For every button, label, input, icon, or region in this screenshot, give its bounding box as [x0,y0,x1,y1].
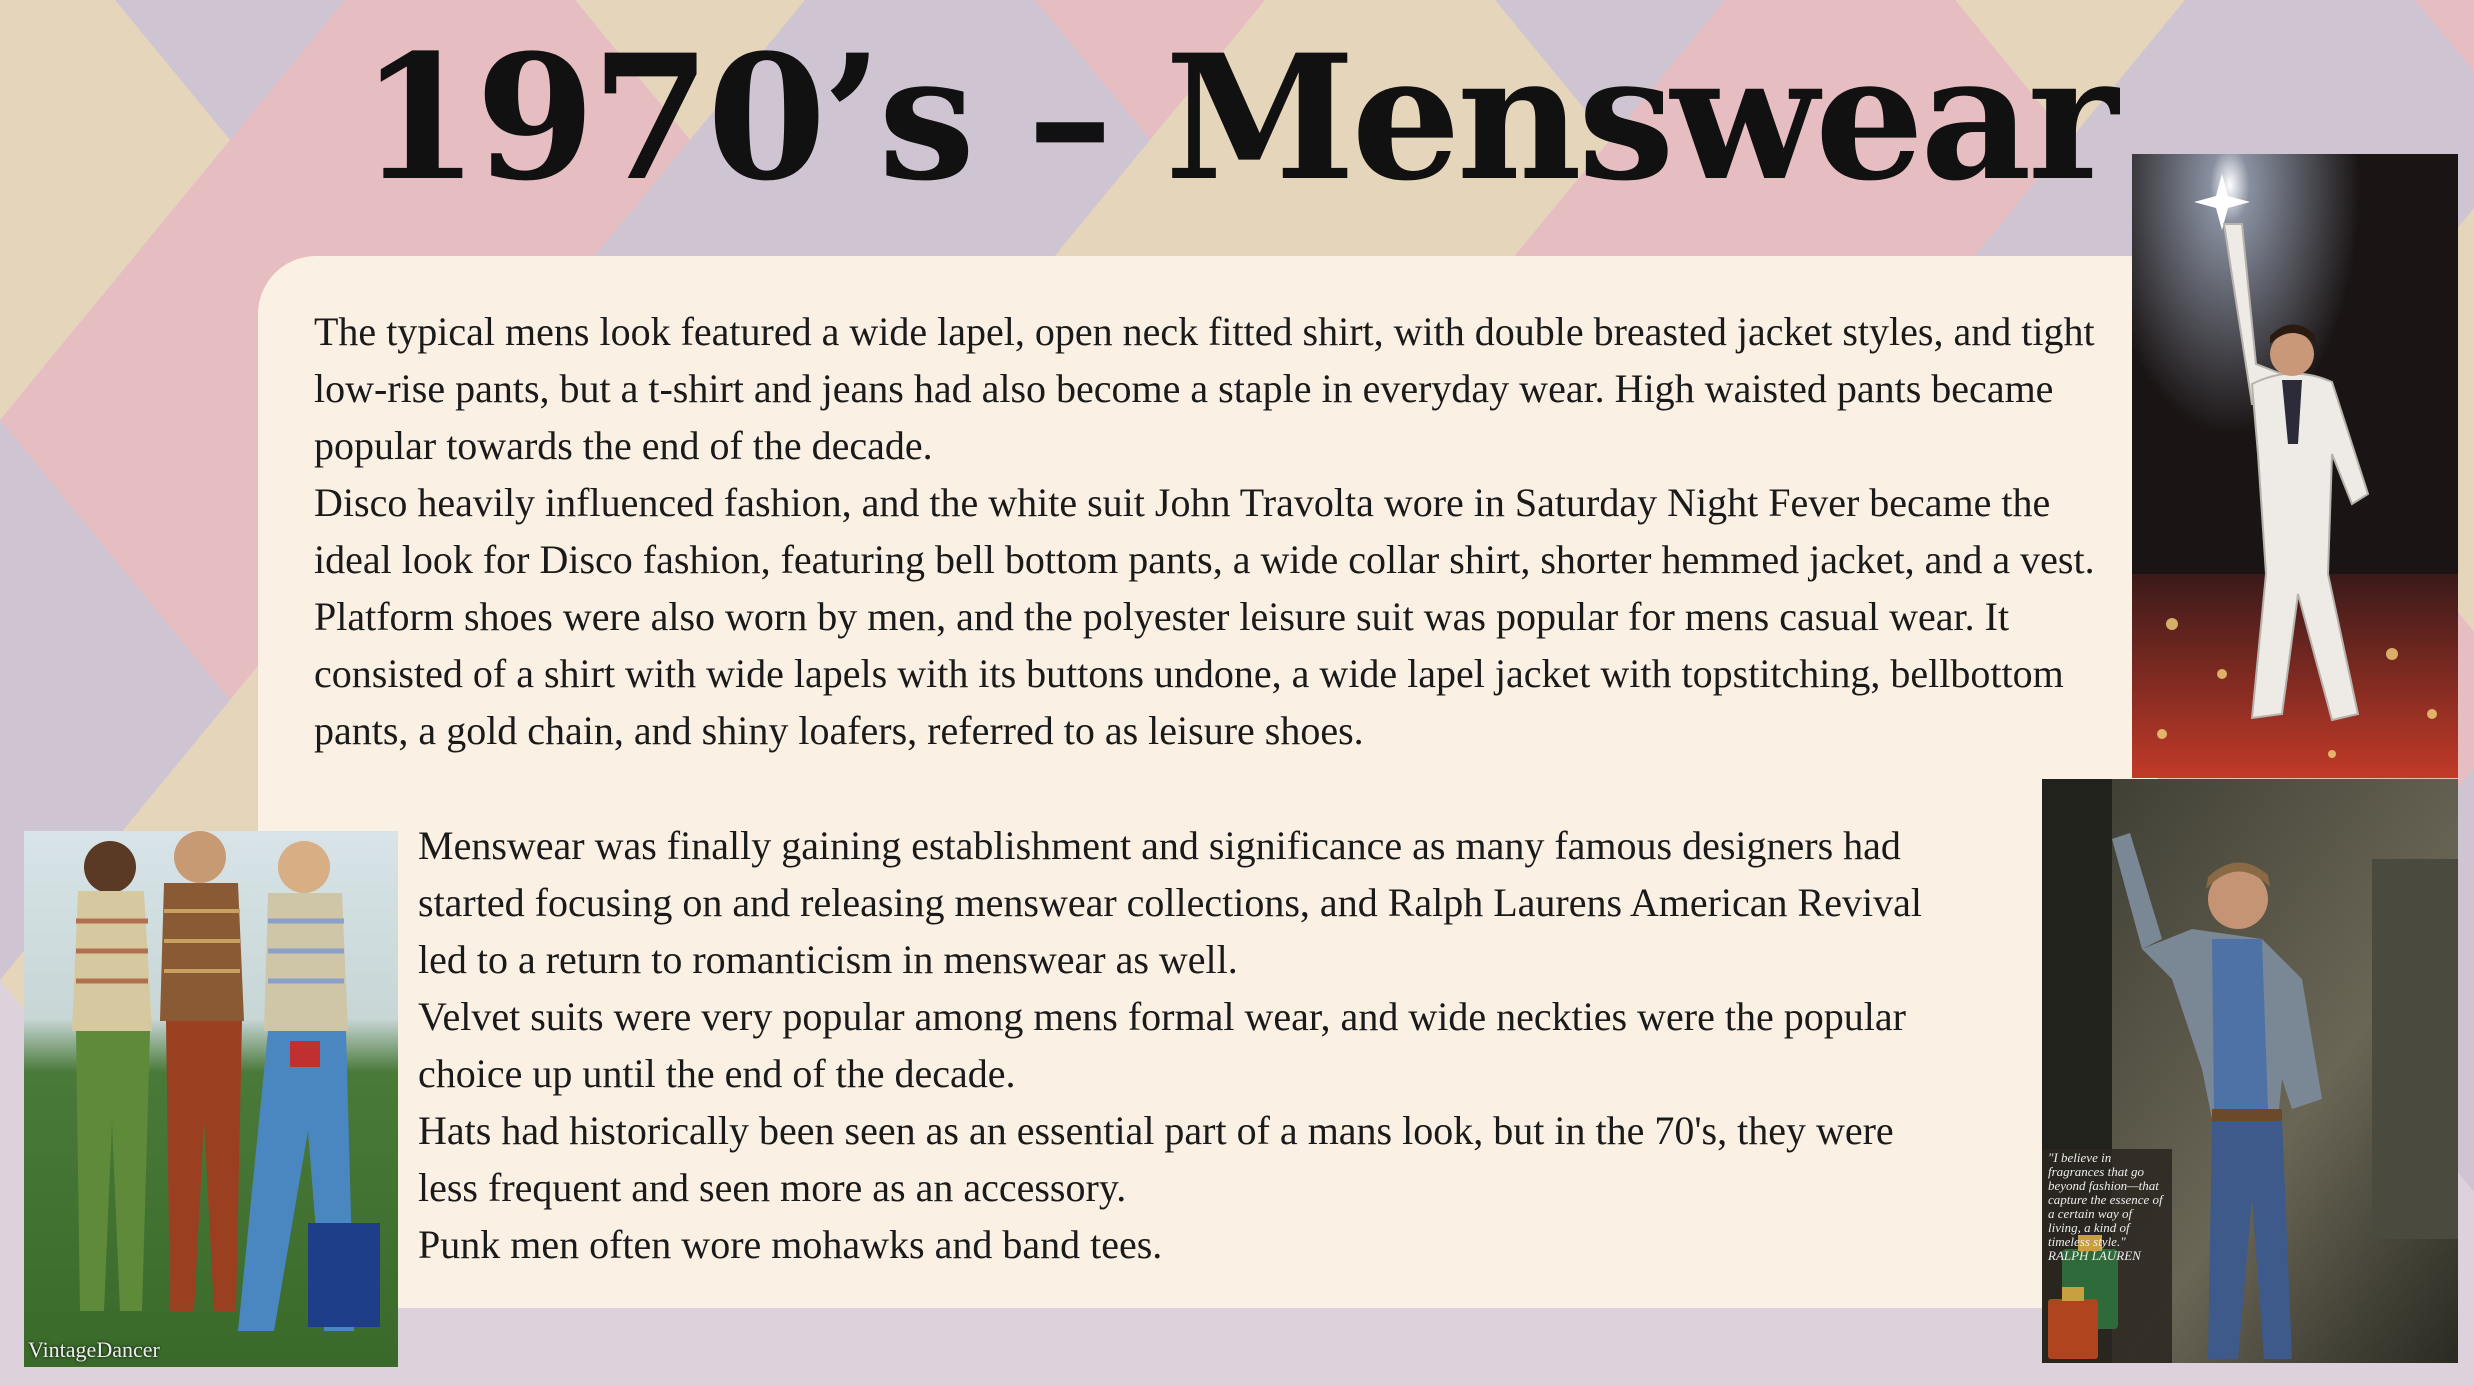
paragraph: Hats had historically been seen as an essential part of a mans look, but in the 70's, they were less frequent and seen more as an accessory. [418,1108,1894,1210]
paragraph: Menswear was finally gaining establishment and significance as many famous designers had started focusing on and releasing menswear collections, and Ralph Laurens American Revival led to a return to romanticism in menswear as well. [418,823,1922,982]
ralph-lauren-photo [2042,779,2458,1363]
paragraph: The typical mens look featured a wide lapel, open neck fitted shirt, with double breasted jacket styles, and tight low-rise pants, but a t-shirt and jeans had also become a staple in everyday wear. High waisted pants became popular towards the end of the decade. [314,309,2095,468]
paragraph: Velvet suits were very popular among mens formal wear, and wide neckties were the popular choice up until the end of the decade. [418,994,1906,1096]
paragraph: Punk men often wore mohawks and band tees. [418,1222,1163,1267]
watermark: VintageDancer [28,1337,160,1362]
text-block-top [314,303,2114,759]
vintage-ad-photo [24,831,398,1367]
travolta-photo [2132,154,2458,778]
paragraph: Disco heavily influenced fashion, and the white suit John Travolta wore in Saturday Night Fever became the ideal look for Disco fashion, featuring bell bottom pants, a wide collar shirt, shorter hemmed jacket, and a vest. [314,480,2095,582]
slide-title: 1970’s – Menswear [359,16,2115,219]
text-block-bottom [418,817,1928,1273]
paragraph: Platform shoes were also worn by men, and the polyester leisure suit was popular for mens casual wear. It consisted of a shirt with wide lapels with its buttons undone, a wide lapel jacket with topstitching, bellbottom pants, a gold chain, and shiny loafers, referred to as leisure shoes. [314,594,2064,753]
fragrance-ad-quote: "I believe in fragrances that go beyond fashion—that capture the essence of a certain way of living, a kind of timeless style." RALPH LAUREN [2048,1150,2163,1263]
